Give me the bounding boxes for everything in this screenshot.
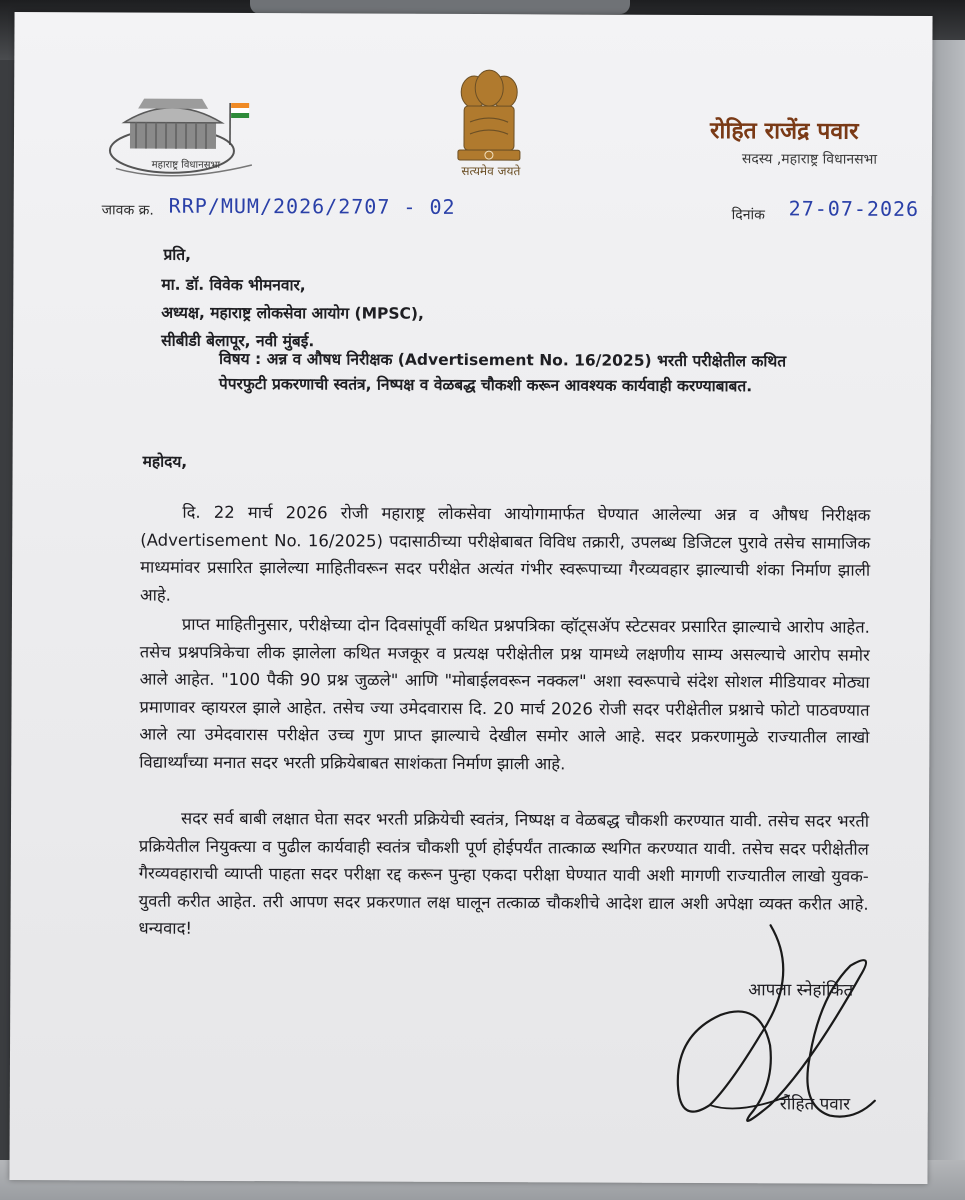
sender-name: रोहित राजेंद्र पवार — [709, 118, 859, 145]
address-to: प्रति, — [163, 245, 192, 264]
closing-phrase: आपला स्नेहांकित — [748, 980, 854, 1001]
body-paragraph-3: सदर सर्व बाबी लक्षात घेता सदर भरती प्रक्रियेची स्वतंत्र, निष्पक्ष व वेळबद्ध चौकशी करण्यात यावी. तसेच सदर भरती प्रक्रियेतील नियुक्त्या व पुढील कार्यवाही स्वतंत्र चौकशी पूर्ण होईपर्यंत तात्काळ स्थगित करण्यात यावी. तसेच सदर परीक्षेतील गैरव्यवहाराची व्याप्ती पाहता सदर परीक्षा रद्द करून पुन्हा एकदा परीक्षा घेण्यात यावी अशी मागणी राज्यातील लाखो युवक-युवती करीत आहेत. तरी आपण सदर प्रकरणात लक्ष घालून तत्काळ चौकशीचे आदेश द्याल अशी अपेक्षा व्यक्त करीत आहे. धन्यवाद! — [138, 808, 870, 938]
date-label: दिनांक — [731, 207, 765, 224]
reference-label: जावक क्र. — [101, 202, 154, 219]
body-paragraph-1: दि. 22 मार्च 2026 रोजी महाराष्ट्र लोकसेवा आयोगामार्फत घेण्यात आलेल्या अन्न व औषध निरीक्षक (Advertisement No. 16/2025) पदासाठीच्या परीक्षेबाबत विविध तक्रारी, उपलब्ध डिजिटल पुरावे तसेच सामाजिक माध्यमांवर प्रसारित झालेल्या माहितीवरून सदर परीक्षेत अत्यंत गंभीर स्वरूपाच्या गैरव्यवहार झाल्याची शंका निर्माण झाली आहे. — [139, 502, 871, 605]
address-line-2: अध्यक्ष, महाराष्ट्र लोकसेवा आयोग (MPSC), — [161, 303, 424, 323]
emblem-motto: सत्यमेव जयते — [461, 163, 521, 179]
salutation: महोदय, — [142, 452, 188, 471]
handwritten-signature — [650, 915, 891, 1146]
body-paragraph-2: प्राप्त माहितीनुसार, परीक्षेच्या दोन दिवसांपूर्वी कथित प्रश्नपत्रिका व्हॉट्सअ‍ॅप स्टेटसवर प्रसारित झाल्याचे आरोप आहेत. तसेच प्रश्नपत्रिकेचा लीक झालेला कथित मजकूर व प्रत्यक्ष परीक्षेतील प्रश्न यामध्ये लक्षणीय साम्य असल्याचे आरोप समोर आले आहेत. "100 पैकी 90 प्रश्न जुळले" आणि "मोबाईलवरून नक्कल" अशा स्वरूपाचे संदेश सोशल मीडियावर मोठ्या प्रमाणावर व्हायरल झाले आहेत. तसेच ज्या उमेदवारास दि. 20 मार्च 2026 रोजी सदर परीक्षेतील प्रश्नाचे फोटो पाठवण्यात आले त्या उमेदवारास परीक्षेत उच्च गुण प्राप्त झाल्याचे देखील समोर आले आहे. सदर प्रकरणामुळे राज्यातील लाखो विद्यार्थ्यांच्या मनात सदर भरती प्रक्रियेबाबत साशंकता निर्माण झाली आहे. — [139, 614, 870, 773]
subject: विषय : अन्न व औषध निरीक्षक (Advertisement No. 16/2025) भरती परीक्षेतील कथित पेपरफुटी प्रकरणाची स्वतंत्र, निष्पक्ष व वेळबद्ध चौकशी करून आवश्यक कार्यवाही करण्याबाबत. — [218, 349, 787, 396]
background-slot — [250, 0, 630, 14]
reference-number: RRP/MUM/2026/2707 - 02 — [168, 193, 456, 219]
address-line-1: मा. डॉ. विवेक भीमनवार, — [161, 275, 306, 295]
assembly-name: महाराष्ट्र विधानसभा — [151, 159, 221, 171]
address-line-3: सीबीडी बेलापूर, नवी मुंबई. — [161, 331, 315, 351]
signer-name: रोहित पवार — [779, 1094, 851, 1115]
date-value: 27-07-2026 — [788, 196, 920, 221]
letter-sheet — [9, 12, 932, 1184]
sender-title: सदस्य ,महाराष्ट्र विधानसभा — [741, 151, 878, 168]
